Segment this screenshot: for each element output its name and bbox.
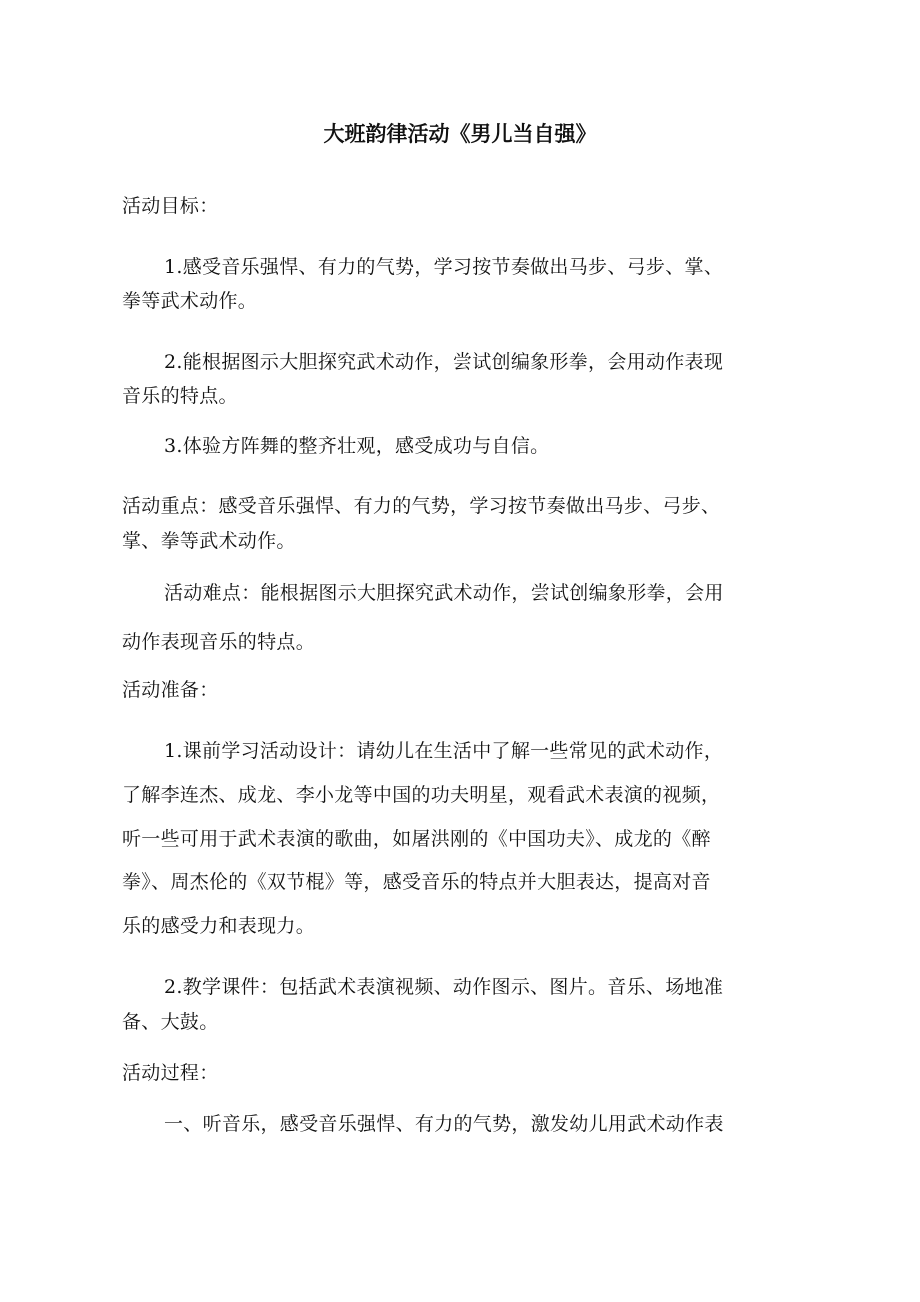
goal2-line2: 音乐的特点。 [122,385,238,407]
goals-heading: 活动目标： [122,195,219,217]
goal3-line1: 3.体验方阵舞的整齐壮观，感受成功与自信。 [164,435,550,457]
difficulty-line1: 活动难点：能根据图示大胆探究武术动作，尝试创编象形拳，会用 [164,582,724,604]
prep1-line5: 乐的感受力和表现力。 [122,915,316,937]
prep2-line2: 备、大鼓。 [122,1011,219,1033]
document-title: 大班韵律活动《男儿当自强》 [323,121,597,146]
prep1-line1: 1.课前学习活动设计：请幼儿在生活中了解一些常见的武术动作， [164,740,724,762]
key-point-line2: 掌、拳等武术动作。 [122,530,296,552]
prep1-line4: 拳》、周杰伦的《双节棍》等，感受音乐的特点并大胆表达，提高对音 [122,871,711,893]
goal1-line2: 拳等武术动作。 [122,290,258,312]
key-point-line1: 活动重点：感受音乐强悍、有力的气势，学习按节奏做出马步、弓步、 [122,495,721,517]
prep-heading: 活动准备： [122,679,219,701]
goal1-line1: 1.感受音乐强悍、有力的气势，学习按节奏做出马步、弓步、掌、 [164,256,724,278]
prep2-line1: 2.教学课件：包括武术表演视频、动作图示、图片。音乐、场地准 [164,976,724,998]
process1-line1: 一、听音乐，感受音乐强悍、有力的气势，激发幼儿用武术动作表 [164,1113,724,1135]
difficulty-line2: 动作表现音乐的特点。 [122,631,316,653]
goal2-line1: 2.能根据图示大胆探究武术动作，尝试创编象形拳，会用动作表现 [164,351,724,373]
prep1-line3: 听一些可用于武术表演的歌曲，如屠洪刚的《中国功夫》、成龙的《醉 [122,828,711,850]
process-heading: 活动过程： [122,1062,219,1084]
prep1-line2: 了解李连杰、成龙、李小龙等中国的功夫明星，观看武术表演的视频， [122,784,721,806]
